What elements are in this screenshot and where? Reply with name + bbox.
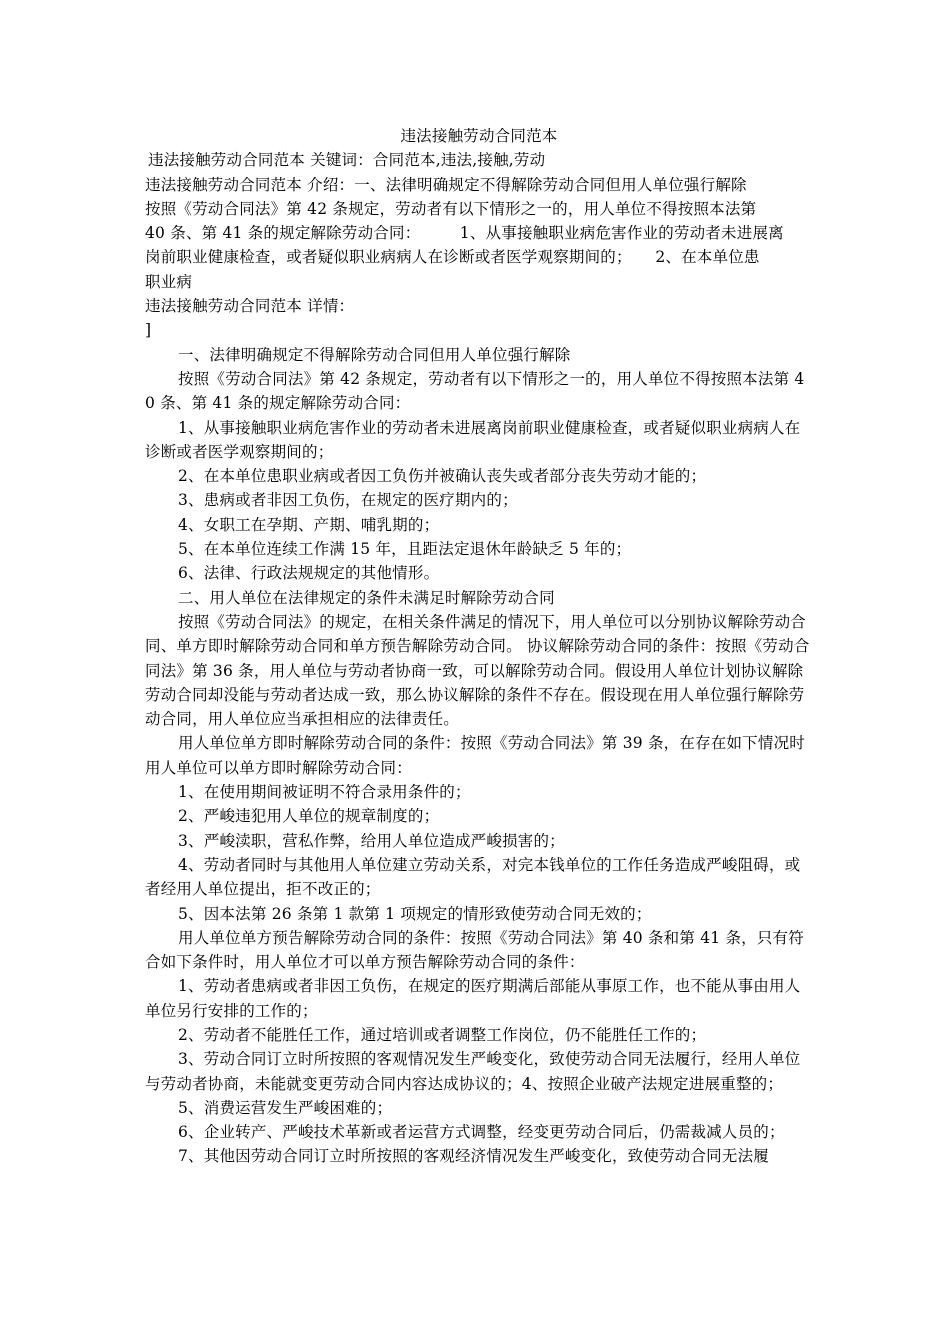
list-item: 2、劳动者不能胜任工作，通过培训或者调整工作岗位，仍不能胜任工作的； <box>178 1025 707 1044</box>
intro-line: 按照《劳动合同法》第 42 条规定，劳动者有以下情形之一的，用人单位不得按照本法第 <box>145 199 757 218</box>
list-item: 1、从事接触职业病危害作业的劳动者未进展离岗前职业健康检查，或者疑似职业病病人在诊断或者医学观察期间的； <box>145 418 801 461</box>
list-item: 6、企业转产、严峻技术革新或者运营方式调整，经变更劳动合同后，仍需裁减人员的； <box>178 1123 785 1142</box>
list-item: 1、劳动者患病或者非因工负伤，在规定的医疗期满后部能从事原工作，也不能从事由用人单位另行安排的工作的； <box>145 977 801 1020</box>
paragraph: 用人单位单方预告解除劳动合同的条件：按照《劳动合同法》第 40 条和第 41 条，只有符合如下条件时，用人单位才可以单方预告解除劳动合同的条件： <box>145 928 804 972</box>
paragraph: 按照《劳动合同法》第 42 条规定，劳动者有以下情形之一的，用人单位不得按照本法第 40 条、第 41 条的规定解除劳动合同： <box>145 369 805 413</box>
intro-line: 40 条、第 41 条的规定解除劳动合同： 1、从事接触职业病危害作业的劳动者未进展离 <box>145 224 784 243</box>
body-text <box>145 343 813 1169</box>
details-label: 违法接触劳动合同范本 详情： <box>145 297 355 316</box>
paragraph: 按照《劳动合同法》的规定，在相关条件满足的情况下，用人单位可以分别协议解除劳动合同、单方即时解除劳动合同和单方预告解除劳动合同。 协议解除劳动合同的条件：按照《劳动合同法》第 36 条，用人单位与劳动者协商一致，可以解除劳动合同。假设用人单位计划协议解除劳动合同却没能与劳动者达成一致，那么协议解除的条件不存在。假设现在用人单位强行解除劳动合同，用人单位应当承担相应的法律责任。 <box>145 612 810 729</box>
list-item: 5、消费运营发生严峻困难的； <box>178 1098 393 1117</box>
list-item: 6、法律、行政法规规定的其他情形。 <box>178 564 440 583</box>
intro-line: 职业病 <box>145 272 193 291</box>
document-content <box>145 124 813 1169</box>
paragraph: 用人单位单方即时解除劳动合同的条件：按照《劳动合同法》第 39 条，在存在如下情况时用人单位可以单方即时解除劳动合同： <box>145 734 805 777</box>
section-heading: 二、用人单位在法律规定的条件未满足时解除劳动合同 <box>178 588 555 607</box>
list-item: 7、其他因劳动合同订立时所按照的客观经济情况发生严峻变化，致使劳动合同无法履 <box>178 1147 769 1166</box>
intro-line: 岗前职业健康检查，或者疑似职业病病人在诊断或者医学观察期间的； 2、在本单位患 <box>145 248 760 267</box>
list-item: 5、因本法第 26 条第 1 款第 1 项规定的情形致使劳动合同无效的； <box>178 904 652 923</box>
list-item: 4、女职工在孕期、产期、哺乳期的； <box>178 515 440 534</box>
section-heading: 一、法律明确规定不得解除劳动合同但用人单位强行解除 <box>178 345 571 364</box>
intro-block <box>145 173 813 294</box>
list-item: 5、在本单位连续工作满 15 年，且距法定退休年龄缺乏 5 年的； <box>178 540 632 559</box>
keywords-line: 违法接触劳动合同范本 关键词：合同范本,违法,接触,劳动 <box>148 151 546 170</box>
list-item: 4、劳动者同时与其他用人单位建立劳动关系，对完本钱单位的工作任务造成严峻阻碍，或者经用人单位提出，拒不改正的； <box>145 855 801 899</box>
list-item: 1、在使用期间被证明不符合录用条件的； <box>178 783 471 802</box>
list-item: 2、在本单位患职业病或者因工负伤并被确认丧失或者部分丧失劳动才能的； <box>178 467 707 486</box>
bracket-mark: ] <box>145 321 152 340</box>
list-item: 3、患病或者非因工负伤，在规定的医疗期内的； <box>178 491 518 510</box>
intro-line: 违法接触劳动合同范本 介绍：一、法律明确规定不得解除劳动合同但用人单位强行解除 <box>145 175 747 194</box>
list-item: 3、严峻渎职，营私作弊，给用人单位造成严峻损害的； <box>178 831 565 850</box>
document-title: 违法接触劳动合同范本 <box>400 127 558 145</box>
list-item: 2、严峻违犯用人单位的规章制度的； <box>178 807 440 826</box>
list-item: 3、劳动合同订立时所按照的客观情况发生严峻变化，致使劳动合同无法履行，经用人单位与劳动者协商，未能就变更劳动合同内容达成协议的；4、按照企业破产法规定进展重整的； <box>145 1050 801 1093</box>
